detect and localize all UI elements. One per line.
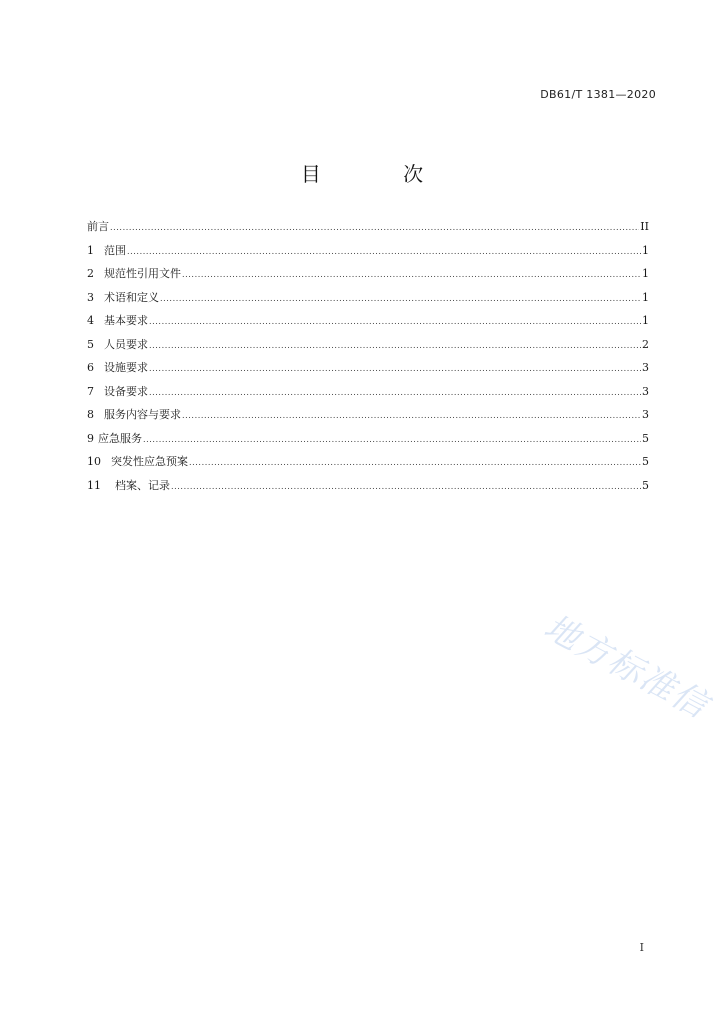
toc-entry-page: 1 [642,290,649,304]
toc-entry-number: 2 [87,267,94,280]
toc-entry-number: 5 [87,337,94,351]
toc-entry-label: 设备要求 [104,384,148,398]
toc-entry-label: 设施要求 [104,361,148,374]
toc-entry-5[interactable] [87,337,649,361]
toc-leader-dots [189,455,641,471]
toc-entry-label: 规范性引用文件 [104,267,181,280]
toc-entry-page: II [640,220,649,233]
toc-entry-page: 5 [642,431,649,445]
toc-leader-dots [149,314,641,330]
table-of-contents [87,219,649,501]
toc-entry-number: 1 [87,243,94,257]
toc-entry-8[interactable] [87,407,649,431]
toc-entry-label: 档案、记录 [115,478,170,492]
toc-entry-page: 1 [642,243,649,257]
toc-entry-label: 基本要求 [104,314,148,327]
document-code: DB61/T 1381—2020 [540,88,656,101]
toc-entry-page: 5 [642,455,649,468]
toc-entry-page: 3 [642,384,649,398]
toc-entry-number: 10 [87,455,101,468]
toc-entry-page: 1 [642,314,649,327]
toc-entry-11[interactable] [87,478,649,502]
watermark: 地方标准信 [537,607,716,727]
toc-leader-dots [149,361,641,377]
toc-entry-label: 突发性应急预案 [111,455,188,468]
toc-entry-2[interactable] [87,266,649,290]
toc-entry-1[interactable] [87,243,649,267]
toc-title: 目 次 [300,162,462,186]
toc-leader-dots [149,338,641,354]
toc-entry-page: 1 [642,267,649,280]
toc-leader-dots [182,408,641,424]
toc-entry-label: 应急服务 [98,431,142,445]
toc-entry-page: 3 [642,361,649,374]
toc-leader-dots [160,291,641,307]
toc-entry-page: 2 [642,337,649,351]
toc-leader-dots [149,385,641,401]
toc-leader-dots [110,220,639,236]
toc-leader-dots [182,267,641,283]
toc-entry-number: 9 [87,431,94,445]
toc-entry-number: 3 [87,290,94,304]
toc-entry-preface[interactable] [87,219,649,243]
toc-entry-page: 3 [642,408,649,421]
toc-entry-number: 8 [87,408,94,421]
toc-entry-label: 服务内容与要求 [104,408,181,421]
toc-entry-7[interactable] [87,384,649,408]
toc-leader-dots [143,432,641,448]
toc-entry-10[interactable] [87,454,649,478]
toc-entry-number: 4 [87,314,94,327]
toc-entry-number: 7 [87,384,94,398]
toc-entry-6[interactable] [87,360,649,384]
toc-entry-number: 11 [87,478,101,492]
toc-entry-4[interactable] [87,313,649,337]
toc-entry-page: 5 [642,478,649,492]
toc-entry-label: 前言 [87,220,109,233]
toc-entry-label: 范围 [104,243,126,257]
toc-entry-9[interactable] [87,431,649,455]
toc-leader-dots [171,479,641,495]
toc-entry-number: 6 [87,361,94,374]
toc-entry-3[interactable] [87,290,649,314]
toc-entry-label: 人员要求 [104,337,148,351]
toc-entry-label: 术语和定义 [104,290,159,304]
toc-leader-dots [127,244,641,260]
page-number: I [639,941,644,954]
